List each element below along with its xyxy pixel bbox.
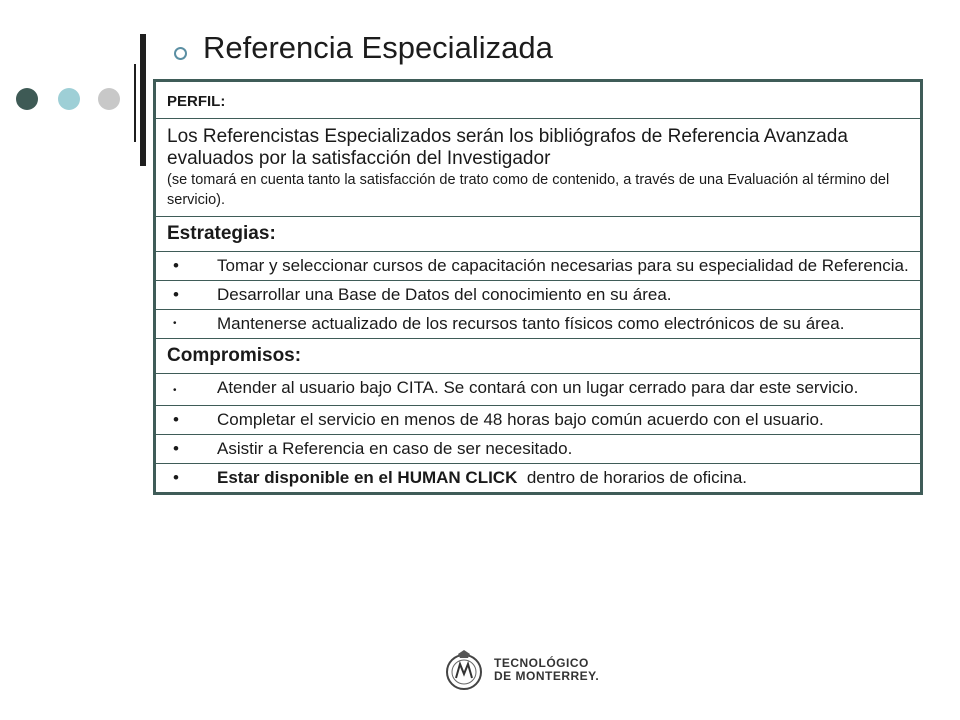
- estrategias-heading: Estrategias:: [156, 216, 920, 251]
- decorative-vertical-bar: [140, 34, 146, 166]
- perfil-note-text: (se tomará en cuenta tanto la satisfacción de trato como de contenido, a través de una Evaluación al término del servicio).: [167, 172, 890, 208]
- title-bullet-icon: [174, 47, 187, 60]
- perfil-label: PERFIL:: [167, 93, 226, 110]
- tec-seal-icon: [442, 648, 486, 692]
- bullet-icon: •: [173, 256, 179, 275]
- estrategia-item: • Mantenerse actualizado de los recursos tanto físicos como electrónicos de su área.: [156, 309, 920, 338]
- slide-title: Referencia Especializada: [203, 30, 553, 65]
- logo-line-1: TECNOLÓGICO: [494, 656, 589, 670]
- compromiso-item: • Atender al usuario bajo CITA. Se contará con un lugar cerrado para dar este servicio.: [156, 373, 920, 405]
- bullet-icon: •: [173, 468, 179, 487]
- perfil-description: [156, 118, 920, 216]
- perfil-main-text: Los Referencistas Especializados serán los bibliógrafos de Referencia Avanzada evaluados por la satisfacción del Investigador: [167, 126, 848, 169]
- decorative-dot-gray: [98, 88, 120, 110]
- decorative-dot-light-blue: [58, 88, 80, 110]
- bullet-icon: •: [173, 318, 177, 329]
- bullet-icon: •: [173, 385, 177, 396]
- content-table: [153, 79, 923, 495]
- estrategia-item: • Tomar y seleccionar cursos de capacitación necesarias para su especialidad de Referencia.: [156, 251, 920, 280]
- compromiso-item: • Completar el servicio en menos de 48 horas bajo común acuerdo con el usuario.: [156, 405, 920, 434]
- tec-monterrey-logo: [442, 648, 599, 692]
- compromisos-heading: Compromisos:: [156, 338, 920, 373]
- estrategia-item: • Desarrollar una Base de Datos del conocimiento en su área.: [156, 280, 920, 309]
- compromiso-item: • Asistir a Referencia en caso de ser necesitado.: [156, 434, 920, 463]
- compromiso-item: • Estar disponible en el HUMAN CLICK dentro de horarios de oficina.: [156, 463, 920, 492]
- bullet-icon: •: [173, 285, 179, 304]
- bullet-icon: •: [173, 439, 179, 458]
- decorative-vertical-bar-thin: [134, 64, 136, 142]
- decorative-dot-dark: [16, 88, 38, 110]
- logo-line-2: DE MONTERREY.: [494, 669, 600, 683]
- bullet-icon: •: [173, 410, 179, 429]
